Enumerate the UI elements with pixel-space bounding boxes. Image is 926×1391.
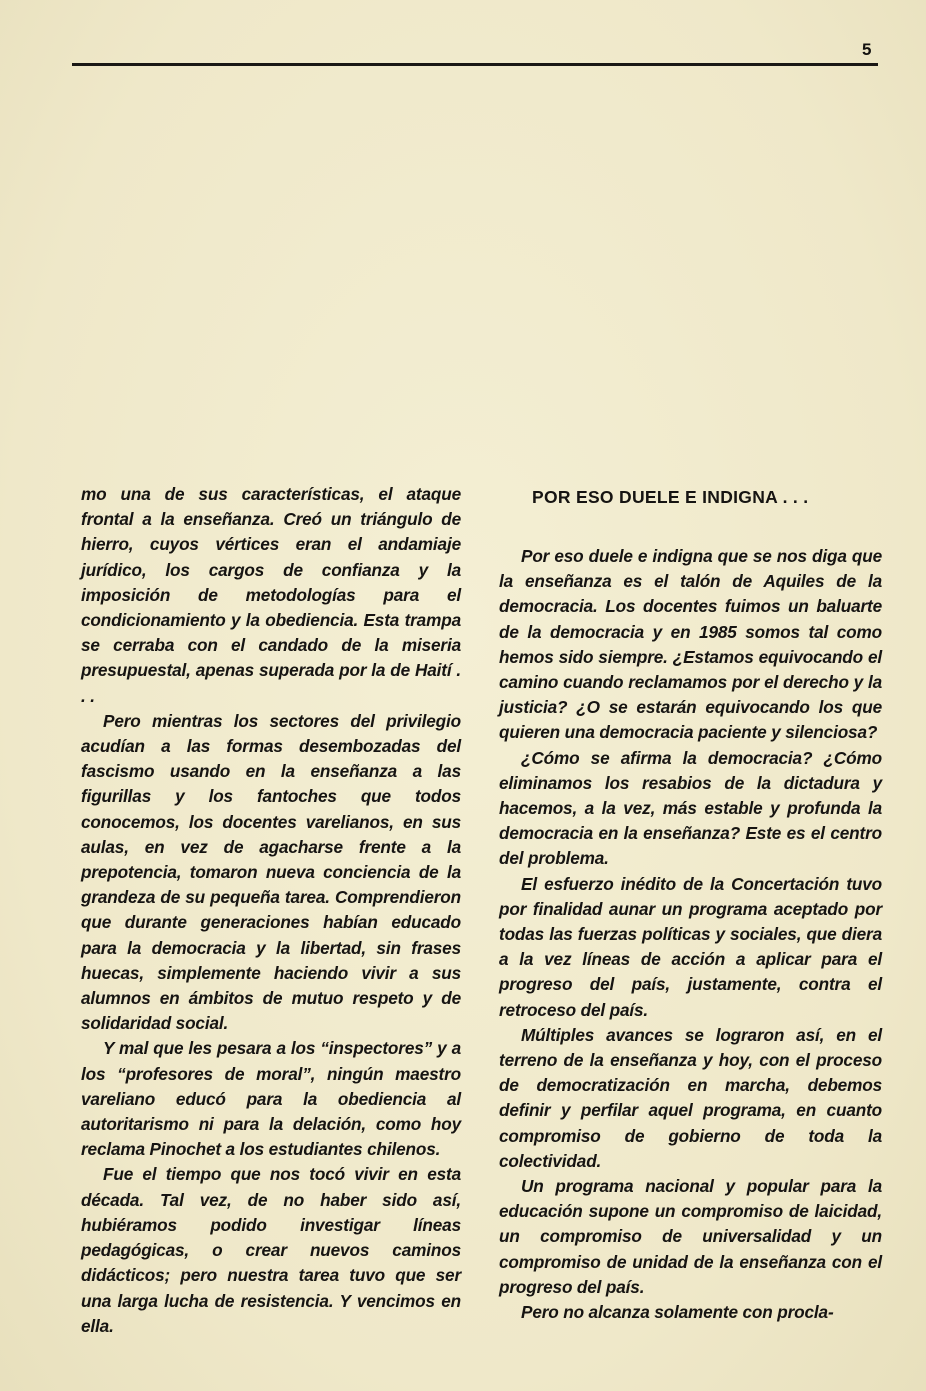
page-number: 5	[862, 40, 872, 59]
right-paragraph: Por eso duele e indigna que se nos diga que la enseñanza es el talón de Aquiles de la democracia. Los docentes fuimos un baluarte de la democracia y en 1985 somos tal como hemos sido siempre. ¿Estamos equivocando el camino cuando reclamamos por el derecho y la justicia? ¿O se estarán equivocando los que quieren una democracia paciente y silenciosa?	[499, 546, 882, 743]
right-paragraph: Múltiples avances se lograron así, en el terreno de la enseñanza y hoy, con el proceso de democratización en marcha, debemos definir y perfilar aquel programa, en cuanto compromiso de gobierno de toda la colectividad.	[499, 1024, 882, 1171]
left-paragraph: Pero mientras los sectores del privilegio acudían a las formas desembozadas del fascismo usando en la enseñanza a las figurillas y los fantoches que todos conocemos, los docentes varelianos, en sus aulas, en vez de agacharse frente a la prepotencia, tomaron nueva conciencia de la grandeza de su pequeña tarea. Comprendieron que durante generaciones habían educado para la democracia y la libertad, sin frases huecas, simplemente haciendo vivir a sus alumnos en ámbitos de mutuo respeto y de solidaridad social.	[81, 710, 461, 1034]
right-paragraph: El esfuerzo inédito de la Concertación tuvo por finalidad aunar un programa aceptado por todas las fuerzas políticas y sociales, que diera a la vez líneas de acción a aplicar para el progreso del país, justamente, contra el retroceso del país.	[499, 873, 882, 1020]
left-paragraph: mo una de sus características, el ataque frontal a la enseñanza. Creó un triángulo de hierro, cuyos vértices eran el andamiaje jurídico, los cargos de confianza y la imposición de metodologías para el condicionamiento y la obediencia. Esta trampa se cerraba con el candado de la miseria presupuestal, apenas superada por la de Haití . . .	[81, 484, 461, 706]
right-paragraph: Un programa nacional y popular para la educación supone un compromiso de laicidad, un compromiso de universalidad y un compromiso de unidad de la enseñanza con el progreso del país.	[499, 1176, 882, 1297]
header-rule	[72, 63, 878, 66]
left-paragraph: Fue el tiempo que nos tocó vivir en esta década. Tal vez, de no haber sido así, hubiéramos podido investigar líneas pedagógicas, o crear nuevos caminos didácticos; pero nuestra tarea tuvo que ser una larga lucha de resistencia. Y vencimos en ella.	[81, 1164, 461, 1336]
right-paragraph: ¿Cómo se afirma la democracia? ¿Cómo eliminamos los resabios de la dictadura y hacemos, a la vez, más estable y profunda la democracia en la enseñanza? Este es el centro del problema.	[499, 747, 882, 869]
left-column	[81, 482, 461, 1339]
left-paragraph: Y mal que les pesara a los “inspectores” y a los “profesores de moral”, ningún maestro vareliano educó para la obediencia al autoritarismo ni para la delación, como hoy reclama Pinochet a los estudiantes chilenos.	[81, 1038, 461, 1160]
section-heading: POR ESO DUELE E INDIGNA . . .	[532, 487, 809, 507]
right-paragraph: Pero no alcanza solamente con procla-	[521, 1302, 834, 1323]
right-column	[499, 482, 882, 1325]
